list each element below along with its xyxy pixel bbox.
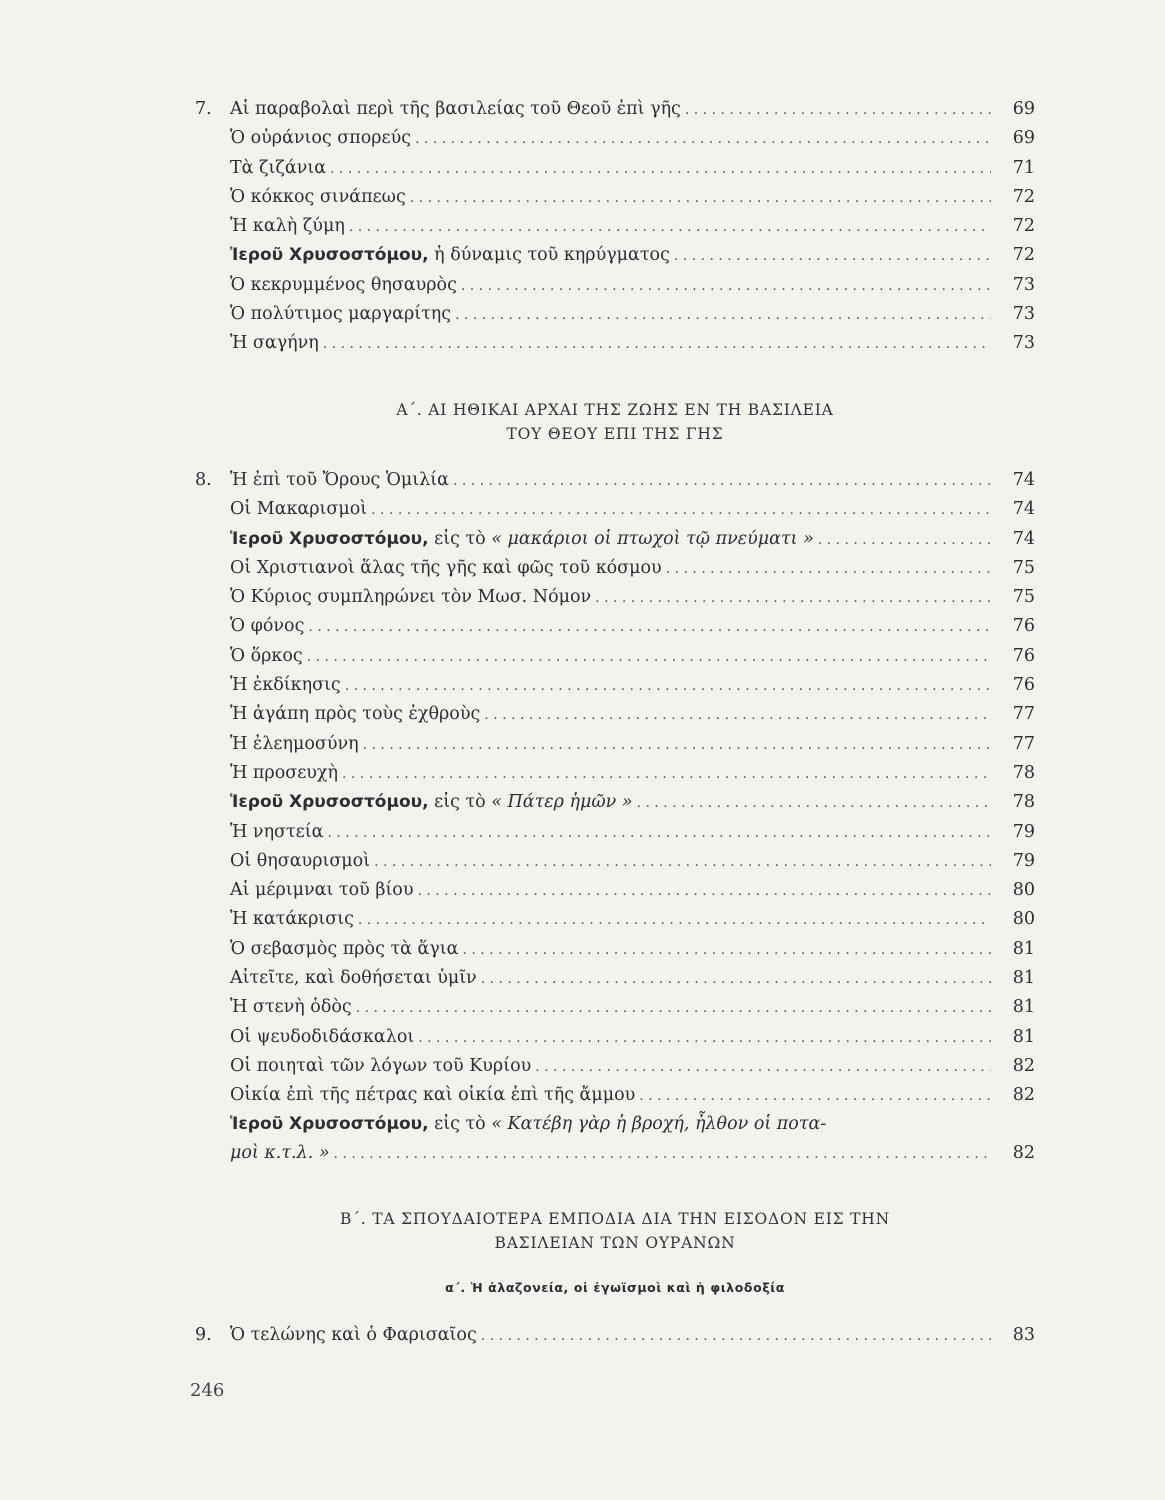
dot-leader	[481, 1322, 991, 1351]
toc-entry	[195, 271, 1035, 300]
dot-leader	[371, 496, 991, 525]
entry-title: Ἱεροῦ Χρυσοστόμου, ἡ δύναμις τοῦ κηρύγματος	[230, 245, 670, 266]
author-name: Ἱεροῦ Χρυσοστόμου,	[230, 792, 429, 813]
page-number: 74	[1012, 499, 1035, 520]
toc-entry	[195, 466, 1035, 495]
toc-entry	[195, 935, 1035, 964]
author-name: Ἱεροῦ Χρυσοστόμου,	[230, 1114, 429, 1134]
entry-number: 9.	[195, 1325, 212, 1345]
author-name: Ἱεροῦ Χρυσοστόμου,	[230, 528, 429, 549]
page-number: 72	[1012, 216, 1035, 237]
dot-leader	[637, 789, 991, 818]
dot-leader	[374, 848, 991, 877]
page-number: 71	[1012, 157, 1035, 178]
dot-leader	[334, 1140, 991, 1169]
dot-leader	[481, 965, 991, 994]
dot-leader	[330, 155, 991, 184]
toc-entry	[195, 671, 1035, 700]
entry-title: Οἱ Χριστιανοὶ ἅλας τῆς γῆς καὶ φῶς τοῦ κόσμου	[230, 557, 662, 578]
entry-title: Αἰτεῖτε, καὶ δοθήσεται ὑμῖν	[230, 968, 477, 989]
toc-entry	[195, 818, 1035, 847]
dot-leader	[356, 994, 991, 1023]
toc-entry	[195, 1052, 1035, 1081]
dot-leader	[307, 643, 991, 672]
toc-entry	[195, 183, 1035, 212]
entry-title: Ἡ σαγήνη	[230, 333, 319, 354]
dot-leader	[461, 272, 991, 301]
page-number: 83	[1012, 1325, 1035, 1345]
page-number: 81	[1012, 938, 1035, 959]
page-number: 72	[1012, 186, 1035, 207]
toc-entry	[195, 788, 1035, 817]
page-number: 76	[1012, 675, 1035, 696]
entry-title: Οἱ ψευδοδιδάσκαλοι	[230, 1026, 415, 1047]
page-number: 82	[1012, 1055, 1035, 1076]
section-heading-b-line2: ΒΑΣΙΛΕΙΑΝ ΤΩΝ ΟΥΡΑΝΩΝ	[494, 1234, 736, 1252]
toc-entry	[195, 154, 1035, 183]
dot-leader	[323, 330, 991, 359]
entry-title: Ἡ νηστεία	[230, 821, 324, 842]
dot-leader	[455, 301, 991, 330]
page-number: 76	[1012, 616, 1035, 637]
toc-entry	[195, 95, 1035, 124]
dot-leader	[342, 760, 991, 789]
dot-leader	[358, 906, 991, 935]
toc-entry	[195, 329, 1035, 358]
entry-title: Ἡ προσευχὴ	[230, 762, 338, 783]
dot-leader	[535, 1053, 991, 1082]
dot-leader	[327, 819, 991, 848]
dot-leader	[666, 555, 991, 584]
entry-title: Ἡ ἐλεημοσύνη	[230, 733, 359, 754]
page-number: 78	[1012, 762, 1035, 783]
entry-title: Ὁ οὐράνιος σπορεύς	[230, 128, 412, 149]
dot-leader	[462, 936, 991, 965]
entry-title: Ἡ κατάκρισις	[230, 909, 354, 930]
section-heading-a-line2: ΤΟΥ ΘΕΟΥ ΕΠΙ ΤΗΣ ΓΗΣ	[506, 425, 724, 443]
page-number: 80	[1012, 909, 1035, 930]
toc-entry	[195, 1081, 1035, 1110]
page-number: 75	[1012, 557, 1035, 578]
toc-entry	[195, 905, 1035, 934]
dot-leader	[417, 877, 991, 906]
dot-leader	[453, 467, 991, 496]
dot-leader	[363, 731, 991, 760]
entry-title: Οἱ ποιηταὶ τῶν λόγων τοῦ Κυρίου	[230, 1055, 532, 1076]
section-heading-b	[195, 1207, 1035, 1255]
toc-block-parables	[195, 95, 1035, 359]
page-number: 72	[1012, 245, 1035, 266]
dot-leader	[349, 213, 991, 242]
page-number: 78	[1012, 792, 1035, 813]
dot-leader	[415, 125, 991, 154]
toc-entry	[195, 241, 1035, 270]
page-number: 74	[1012, 528, 1035, 549]
entry-title: Οἱ Μακαρισμοὶ	[230, 499, 368, 520]
toc-entry	[195, 847, 1035, 876]
subsection-heading: α΄. Ἡ ἀλαζονεία, οἱ ἐγωϊσμοὶ καὶ ἡ φιλοδοξία	[445, 1280, 785, 1295]
toc-entry	[195, 876, 1035, 905]
entry-title: Ἡ στενὴ ὁδὸς	[230, 997, 352, 1018]
toc-entry	[195, 612, 1035, 641]
page-number: 77	[1012, 733, 1035, 754]
entry-title: Ἱεροῦ Χρυσοστόμου, εἰς τὸ « μακάριοι οἱ πτωχοὶ τῷ πνεύματι »	[230, 528, 814, 549]
toc-block-ethics	[195, 466, 1035, 1111]
toc-entry	[195, 300, 1035, 329]
dot-leader	[308, 613, 991, 642]
entry-title: Ἡ καλὴ ζύμη	[230, 216, 345, 237]
page-number: 76	[1012, 645, 1035, 666]
toc-entry	[195, 964, 1035, 993]
quoted-text-cont: μοὶ κ.τ.λ. »	[230, 1143, 330, 1164]
dot-leader	[345, 672, 991, 701]
entry-title: Ὁ Κύριος συμπληρώνει τὸν Μωσ. Νόμον	[230, 587, 592, 608]
dot-leader	[484, 701, 991, 730]
toc-entry	[195, 525, 1035, 554]
quoted-text: « Πάτερ ἡμῶν »	[491, 792, 633, 813]
entry-title: Ἡ ἀγάπη πρὸς τοὺς ἐχθροὺς	[230, 704, 481, 725]
entry-number: 8.	[195, 470, 212, 490]
toc-entry	[195, 730, 1035, 759]
entry-title: Ἡ ἐκδίκησις	[230, 675, 341, 696]
dot-leader	[595, 584, 991, 613]
page-number: 82	[1012, 1085, 1035, 1106]
entry-title: Οἰκία ἐπὶ τῆς πέτρας καὶ οἰκία ἐπὶ τῆς ἄμμου	[230, 1085, 636, 1106]
section-heading-a	[195, 398, 1035, 446]
entry-title: Οἱ θησαυρισμοὶ	[230, 850, 371, 871]
dot-leader	[818, 526, 991, 555]
toc-block-obstacles	[195, 1321, 1035, 1350]
toc-entry	[195, 1023, 1035, 1052]
quoted-text: « μακάριοι οἱ πτωχοὶ τῷ πνεύματι »	[491, 528, 814, 549]
entry-title: Τὰ ζιζάνια	[230, 157, 327, 178]
entry-title: Αἱ παραβολαὶ περὶ τῆς βασιλείας τοῦ Θεοῦ ἐπὶ γῆς	[230, 99, 681, 119]
page-number: 69	[1012, 128, 1035, 149]
toc-entry	[195, 583, 1035, 612]
page-number: 79	[1012, 850, 1035, 871]
toc-entry	[195, 759, 1035, 788]
toc-entry	[195, 554, 1035, 583]
page-number: 69	[1012, 99, 1035, 119]
toc-entry-line2	[195, 1139, 1035, 1168]
page-number: 74	[1012, 470, 1035, 490]
page-number: 81	[1012, 1026, 1035, 1047]
entry-title: Ὁ τελώνης καὶ ὁ Φαρισαῖος	[230, 1325, 477, 1345]
toc-entry-line1: Ἱεροῦ Χρυσοστόμου, εἰς τὸ « Κατέβη γὰρ ἡ βροχή, ἦλθον οἱ ποτα-	[230, 1114, 827, 1134]
entry-title: Ὁ σεβασμὸς πρὸς τὰ ἅγια	[230, 938, 459, 959]
dot-leader	[685, 96, 991, 125]
entry-title: Ὁ πολύτιμος μαργαρίτης	[230, 304, 452, 325]
toc-entry	[195, 993, 1035, 1022]
toc-entry	[195, 212, 1035, 241]
toc-entry	[195, 700, 1035, 729]
page-number: 82	[1012, 1143, 1035, 1164]
entry-title: Ὁ κεκρυμμένος θησαυρὸς	[230, 274, 457, 295]
entry-title: Ὁ ὅρκος	[230, 645, 303, 666]
entry-title: Αἱ μέριμναι τοῦ βίου	[230, 880, 414, 901]
page-number: 81	[1012, 997, 1035, 1018]
entry-title: Ἡ ἐπὶ τοῦ Ὄρους Ὁμιλία	[230, 470, 449, 490]
toc-entry	[195, 124, 1035, 153]
page-number: 75	[1012, 587, 1035, 608]
page-number: 80	[1012, 880, 1035, 901]
toc-entry	[195, 1321, 1035, 1350]
page-folio-number: 246	[190, 1380, 225, 1401]
dot-leader	[674, 242, 991, 271]
dot-leader	[410, 184, 991, 213]
toc-entry	[195, 642, 1035, 671]
entry-title: Ἱεροῦ Χρυσοστόμου, εἰς τὸ « Πάτερ ἡμῶν »	[230, 792, 633, 813]
page-number: 81	[1012, 968, 1035, 989]
author-name: Ἱεροῦ Χρυσοστόμου,	[230, 245, 429, 266]
page-number: 73	[1012, 333, 1035, 354]
toc-entry	[195, 495, 1035, 524]
page-number: 77	[1012, 704, 1035, 725]
section-heading-b-line1: Β΄. ΤΑ ΣΠΟΥΔΑΙΟΤΕΡΑ ΕΜΠΟΔΙΑ ΔΙΑ ΤΗΝ ΕΙΣΟΔΟΝ ΕΙΣ ΤΗΝ	[340, 1210, 890, 1228]
quoted-text: « Κατέβη γὰρ ἡ βροχή, ἦλθον οἱ ποτα-	[491, 1114, 827, 1134]
section-heading-a-line1: Α΄. ΑΙ ΗΘΙΚΑΙ ΑΡΧΑΙ ΤΗΣ ΖΩΗΣ ΕΝ ΤΗ ΒΑΣΙΛΕΙΑ	[396, 401, 834, 419]
dot-leader	[418, 1024, 991, 1053]
page-number: 73	[1012, 274, 1035, 295]
dot-leader	[639, 1082, 991, 1111]
entry-number: 7.	[195, 99, 212, 119]
entry-title: Ὁ φόνος	[230, 616, 305, 637]
entry-title: Ὁ κόκκος σινάπεως	[230, 186, 406, 207]
toc-entry-wrapped	[195, 1110, 1035, 1169]
page-number: 73	[1012, 304, 1035, 325]
page-number: 79	[1012, 821, 1035, 842]
